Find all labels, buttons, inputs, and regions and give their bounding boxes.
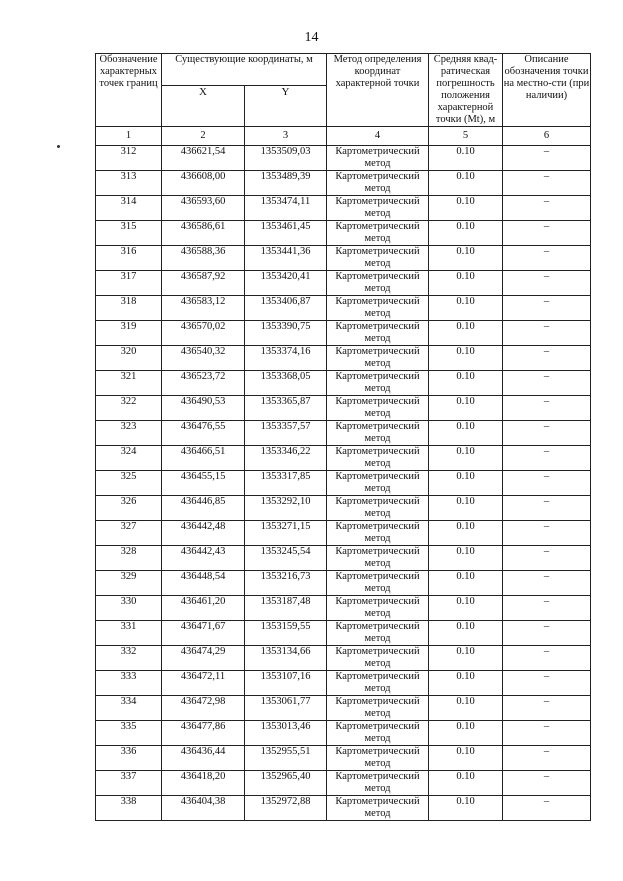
table-row [96, 271, 591, 296]
table-row [96, 771, 591, 796]
header-existing-coordinates: Существующие координаты, м [162, 54, 327, 86]
description-cell: – [503, 296, 591, 321]
description-cell: – [503, 721, 591, 746]
y-coordinate-cell: 1353346,22 [245, 446, 327, 471]
point-number-cell: 332 [96, 646, 162, 671]
description-cell: – [503, 171, 591, 196]
y-coordinate-cell: 1353013,46 [245, 721, 327, 746]
mean-error-cell: 0.10 [429, 146, 503, 171]
coordinates-table [95, 53, 591, 821]
x-coordinate-cell: 436608,00 [162, 171, 245, 196]
method-cell: Картометрический метод [327, 221, 429, 246]
x-coordinate-cell: 436621,54 [162, 146, 245, 171]
mean-error-cell: 0.10 [429, 621, 503, 646]
point-number-cell: 324 [96, 446, 162, 471]
description-cell: – [503, 146, 591, 171]
mean-error-cell: 0.10 [429, 571, 503, 596]
point-number-cell: 328 [96, 546, 162, 571]
x-coordinate-cell: 436404,38 [162, 796, 245, 821]
x-coordinate-cell: 436461,20 [162, 596, 245, 621]
method-cell: Картометрический метод [327, 571, 429, 596]
method-cell: Картометрический метод [327, 196, 429, 221]
description-cell: – [503, 546, 591, 571]
x-coordinate-cell: 436490,53 [162, 396, 245, 421]
mean-error-cell: 0.10 [429, 746, 503, 771]
header-mean-error: Средняя квад-ратическая погрешность положения характерной точки (Mt), м [429, 54, 503, 127]
scan-speck [57, 145, 60, 148]
x-coordinate-cell: 436523,72 [162, 371, 245, 396]
table-body [96, 146, 591, 821]
method-cell: Картометрический метод [327, 771, 429, 796]
point-number-cell: 330 [96, 596, 162, 621]
point-number-cell: 314 [96, 196, 162, 221]
y-coordinate-cell: 1353474,11 [245, 196, 327, 221]
x-coordinate-cell: 436472,11 [162, 671, 245, 696]
method-cell: Картометрический метод [327, 246, 429, 271]
table-row [96, 221, 591, 246]
y-coordinate-cell: 1352972,88 [245, 796, 327, 821]
method-cell: Картометрический метод [327, 671, 429, 696]
method-cell: Картометрический метод [327, 371, 429, 396]
x-coordinate-cell: 436586,61 [162, 221, 245, 246]
description-cell: – [503, 571, 591, 596]
point-number-cell: 323 [96, 421, 162, 446]
method-cell: Картометрический метод [327, 346, 429, 371]
header-method: Метод определения координат характерной точки [327, 54, 429, 127]
header-x: X [162, 86, 245, 127]
mean-error-cell: 0.10 [429, 721, 503, 746]
table-row [96, 496, 591, 521]
point-number-cell: 334 [96, 696, 162, 721]
method-cell: Картометрический метод [327, 396, 429, 421]
table-row [96, 146, 591, 171]
y-coordinate-cell: 1353368,05 [245, 371, 327, 396]
x-coordinate-cell: 436442,43 [162, 546, 245, 571]
description-cell: – [503, 446, 591, 471]
y-coordinate-cell: 1353357,57 [245, 421, 327, 446]
x-coordinate-cell: 436540,32 [162, 346, 245, 371]
x-coordinate-cell: 436588,36 [162, 246, 245, 271]
method-cell: Картометрический метод [327, 621, 429, 646]
point-number-cell: 315 [96, 221, 162, 246]
x-coordinate-cell: 436442,48 [162, 521, 245, 546]
table-row [96, 446, 591, 471]
point-number-cell: 316 [96, 246, 162, 271]
point-number-cell: 318 [96, 296, 162, 321]
y-coordinate-cell: 1353461,45 [245, 221, 327, 246]
method-cell: Картометрический метод [327, 146, 429, 171]
y-coordinate-cell: 1353390,75 [245, 321, 327, 346]
x-coordinate-cell: 436587,92 [162, 271, 245, 296]
y-coordinate-cell: 1353271,15 [245, 521, 327, 546]
header-description: Описание обозначения точки на местно-сти (при наличии) [503, 54, 591, 127]
mean-error-cell: 0.10 [429, 671, 503, 696]
column-number: 3 [245, 127, 327, 146]
point-number-cell: 322 [96, 396, 162, 421]
mean-error-cell: 0.10 [429, 771, 503, 796]
x-coordinate-cell: 436593,60 [162, 196, 245, 221]
table-row [96, 346, 591, 371]
y-coordinate-cell: 1353420,41 [245, 271, 327, 296]
table-row [96, 546, 591, 571]
table-row [96, 246, 591, 271]
table-row [96, 396, 591, 421]
point-number-cell: 336 [96, 746, 162, 771]
column-number: 6 [503, 127, 591, 146]
mean-error-cell: 0.10 [429, 646, 503, 671]
point-number-cell: 317 [96, 271, 162, 296]
table-row [96, 721, 591, 746]
mean-error-cell: 0.10 [429, 496, 503, 521]
y-coordinate-cell: 1353292,10 [245, 496, 327, 521]
description-cell: – [503, 221, 591, 246]
point-number-cell: 312 [96, 146, 162, 171]
point-number-cell: 331 [96, 621, 162, 646]
y-coordinate-cell: 1353107,16 [245, 671, 327, 696]
method-cell: Картометрический метод [327, 171, 429, 196]
y-coordinate-cell: 1353441,36 [245, 246, 327, 271]
y-coordinate-cell: 1353365,87 [245, 396, 327, 421]
x-coordinate-cell: 436570,02 [162, 321, 245, 346]
point-number-cell: 338 [96, 796, 162, 821]
point-number-cell: 321 [96, 371, 162, 396]
column-number: 5 [429, 127, 503, 146]
x-coordinate-cell: 436477,86 [162, 721, 245, 746]
mean-error-cell: 0.10 [429, 271, 503, 296]
mean-error-cell: 0.10 [429, 196, 503, 221]
point-number-cell: 326 [96, 496, 162, 521]
page-number: 14 [304, 30, 319, 45]
y-coordinate-cell: 1353374,16 [245, 346, 327, 371]
x-coordinate-cell: 436583,12 [162, 296, 245, 321]
table-row [96, 521, 591, 546]
table-row [96, 696, 591, 721]
table-row [96, 421, 591, 446]
mean-error-cell: 0.10 [429, 421, 503, 446]
table-row [96, 646, 591, 671]
column-number-row [96, 127, 591, 146]
x-coordinate-cell: 436436,44 [162, 746, 245, 771]
point-number-cell: 325 [96, 471, 162, 496]
description-cell: – [503, 521, 591, 546]
description-cell: – [503, 421, 591, 446]
table-row [96, 321, 591, 346]
method-cell: Картометрический метод [327, 721, 429, 746]
point-number-cell: 313 [96, 171, 162, 196]
table-row [96, 371, 591, 396]
table-row [96, 296, 591, 321]
x-coordinate-cell: 436472,98 [162, 696, 245, 721]
description-cell: – [503, 196, 591, 221]
method-cell: Картометрический метод [327, 296, 429, 321]
x-coordinate-cell: 436455,15 [162, 471, 245, 496]
method-cell: Картометрический метод [327, 596, 429, 621]
table-row [96, 746, 591, 771]
column-number: 4 [327, 127, 429, 146]
mean-error-cell: 0.10 [429, 446, 503, 471]
column-number: 2 [162, 127, 245, 146]
header-point-designation: Обозначение характерных точек границ [96, 54, 162, 127]
x-coordinate-cell: 436466,51 [162, 446, 245, 471]
point-number-cell: 329 [96, 571, 162, 596]
x-coordinate-cell: 436446,85 [162, 496, 245, 521]
mean-error-cell: 0.10 [429, 346, 503, 371]
table-row [96, 471, 591, 496]
y-coordinate-cell: 1353245,54 [245, 546, 327, 571]
table-row [96, 796, 591, 821]
y-coordinate-cell: 1353509,03 [245, 146, 327, 171]
y-coordinate-cell: 1353134,66 [245, 646, 327, 671]
method-cell: Картометрический метод [327, 696, 429, 721]
description-cell: – [503, 671, 591, 696]
point-number-cell: 319 [96, 321, 162, 346]
table-row [96, 671, 591, 696]
table-row [96, 196, 591, 221]
table-row [96, 571, 591, 596]
mean-error-cell: 0.10 [429, 546, 503, 571]
mean-error-cell: 0.10 [429, 246, 503, 271]
method-cell: Картометрический метод [327, 321, 429, 346]
description-cell: – [503, 371, 591, 396]
x-coordinate-cell: 436471,67 [162, 621, 245, 646]
description-cell: – [503, 771, 591, 796]
mean-error-cell: 0.10 [429, 396, 503, 421]
point-number-cell: 335 [96, 721, 162, 746]
description-cell: – [503, 696, 591, 721]
description-cell: – [503, 271, 591, 296]
description-cell: – [503, 646, 591, 671]
x-coordinate-cell: 436476,55 [162, 421, 245, 446]
point-number-cell: 327 [96, 521, 162, 546]
description-cell: – [503, 321, 591, 346]
y-coordinate-cell: 1353061,77 [245, 696, 327, 721]
description-cell: – [503, 746, 591, 771]
y-coordinate-cell: 1353187,48 [245, 596, 327, 621]
method-cell: Картометрический метод [327, 471, 429, 496]
mean-error-cell: 0.10 [429, 171, 503, 196]
x-coordinate-cell: 436474,29 [162, 646, 245, 671]
method-cell: Картометрический метод [327, 746, 429, 771]
table-row [96, 596, 591, 621]
x-coordinate-cell: 436418,20 [162, 771, 245, 796]
method-cell: Картометрический метод [327, 271, 429, 296]
point-number-cell: 337 [96, 771, 162, 796]
mean-error-cell: 0.10 [429, 221, 503, 246]
y-coordinate-cell: 1353159,55 [245, 621, 327, 646]
method-cell: Картометрический метод [327, 496, 429, 521]
mean-error-cell: 0.10 [429, 521, 503, 546]
x-coordinate-cell: 436448,54 [162, 571, 245, 596]
mean-error-cell: 0.10 [429, 371, 503, 396]
mean-error-cell: 0.10 [429, 696, 503, 721]
header-y: Y [245, 86, 327, 127]
description-cell: – [503, 396, 591, 421]
description-cell: – [503, 246, 591, 271]
y-coordinate-cell: 1352955,51 [245, 746, 327, 771]
method-cell: Картометрический метод [327, 521, 429, 546]
description-cell: – [503, 596, 591, 621]
y-coordinate-cell: 1352965,40 [245, 771, 327, 796]
mean-error-cell: 0.10 [429, 321, 503, 346]
mean-error-cell: 0.10 [429, 596, 503, 621]
mean-error-cell: 0.10 [429, 796, 503, 821]
table-row [96, 621, 591, 646]
table-row [96, 171, 591, 196]
y-coordinate-cell: 1353489,39 [245, 171, 327, 196]
column-number: 1 [96, 127, 162, 146]
method-cell: Картометрический метод [327, 646, 429, 671]
y-coordinate-cell: 1353406,87 [245, 296, 327, 321]
description-cell: – [503, 496, 591, 521]
description-cell: – [503, 621, 591, 646]
description-cell: – [503, 346, 591, 371]
description-cell: – [503, 471, 591, 496]
point-number-cell: 333 [96, 671, 162, 696]
mean-error-cell: 0.10 [429, 296, 503, 321]
y-coordinate-cell: 1353317,85 [245, 471, 327, 496]
method-cell: Картометрический метод [327, 796, 429, 821]
table-header [96, 54, 591, 146]
mean-error-cell: 0.10 [429, 471, 503, 496]
y-coordinate-cell: 1353216,73 [245, 571, 327, 596]
point-number-cell: 320 [96, 346, 162, 371]
description-cell: – [503, 796, 591, 821]
method-cell: Картометрический метод [327, 546, 429, 571]
method-cell: Картометрический метод [327, 446, 429, 471]
method-cell: Картометрический метод [327, 421, 429, 446]
